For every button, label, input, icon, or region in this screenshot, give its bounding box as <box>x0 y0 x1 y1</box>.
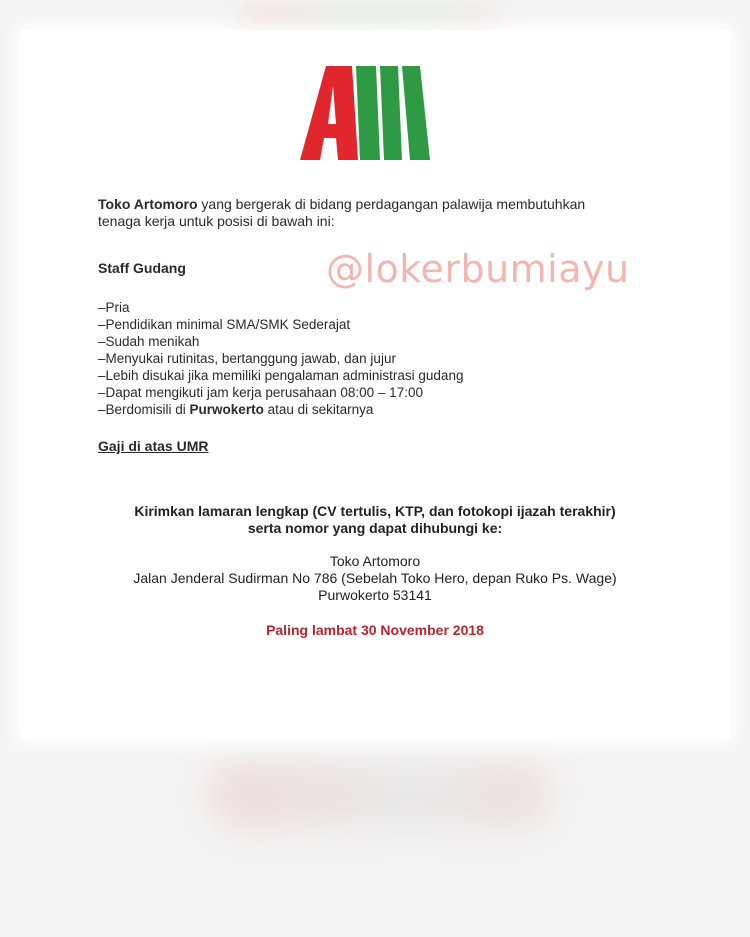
job-description <box>98 196 658 455</box>
requirement-item: – Lebih disukai jika memiliki pengalaman administrasi gudang <box>98 367 658 384</box>
watermark-text: @lokerbumiayu <box>326 247 630 291</box>
domicile-prefix: Berdomisili di <box>105 402 190 417</box>
intro-line2: tenaga kerja untuk posisi di bawah ini: <box>98 213 335 229</box>
apply-instructions <box>60 503 690 537</box>
intro-paragraph <box>98 196 658 230</box>
logo-m-stroke-2 <box>380 66 402 160</box>
logo-m-stroke-1 <box>356 66 380 160</box>
requirement-item-domicile <box>98 401 658 418</box>
logo-letter-a <box>300 66 358 160</box>
intro-rest: yang bergerak di bidang perdagangan palawija membutuhkan <box>197 196 586 212</box>
address-block <box>60 553 690 604</box>
logo-m-stroke-3 <box>402 66 430 160</box>
position-title: Staff Gudang <box>98 260 186 276</box>
requirement-item: – Pendidikan minimal SMA/SMK Sederajat <box>98 316 658 333</box>
domicile-city: Purwokerto <box>189 402 264 417</box>
requirement-item: – Pria <box>98 299 658 316</box>
blurred-background-bottom <box>210 760 550 830</box>
requirement-item: – Dapat mengikuti jam kerja perusahaan 08:00 – 17:00 <box>98 384 658 401</box>
address-name: Toko Artomoro <box>329 553 421 569</box>
company-logo <box>300 66 430 160</box>
address-street: Jalan Jenderal Sudirman No 786 (Sebelah Toko Hero, depan Ruko Ps. Wage) <box>133 570 617 586</box>
salary-note: Gaji di atas UMR <box>98 438 209 454</box>
requirement-item: – Sudah menikah <box>98 333 658 350</box>
requirements-list <box>98 299 658 418</box>
domicile-suffix: atau di sekitarnya <box>263 402 374 417</box>
address-city: Purwokerto 53141 <box>318 587 432 603</box>
apply-line2: serta nomor yang dapat dihubungi ke: <box>247 520 503 536</box>
company-name: Toko Artomoro <box>98 196 198 212</box>
apply-line1: Kirimkan lamaran lengkap (CV tertulis, KTP, dan fotokopi ijazah terakhir) <box>134 503 616 519</box>
deadline-text: Paling lambat 30 November 2018 <box>266 622 484 638</box>
requirement-item: – Menyukai rutinitas, bertanggung jawab, dan jujur <box>98 350 658 367</box>
